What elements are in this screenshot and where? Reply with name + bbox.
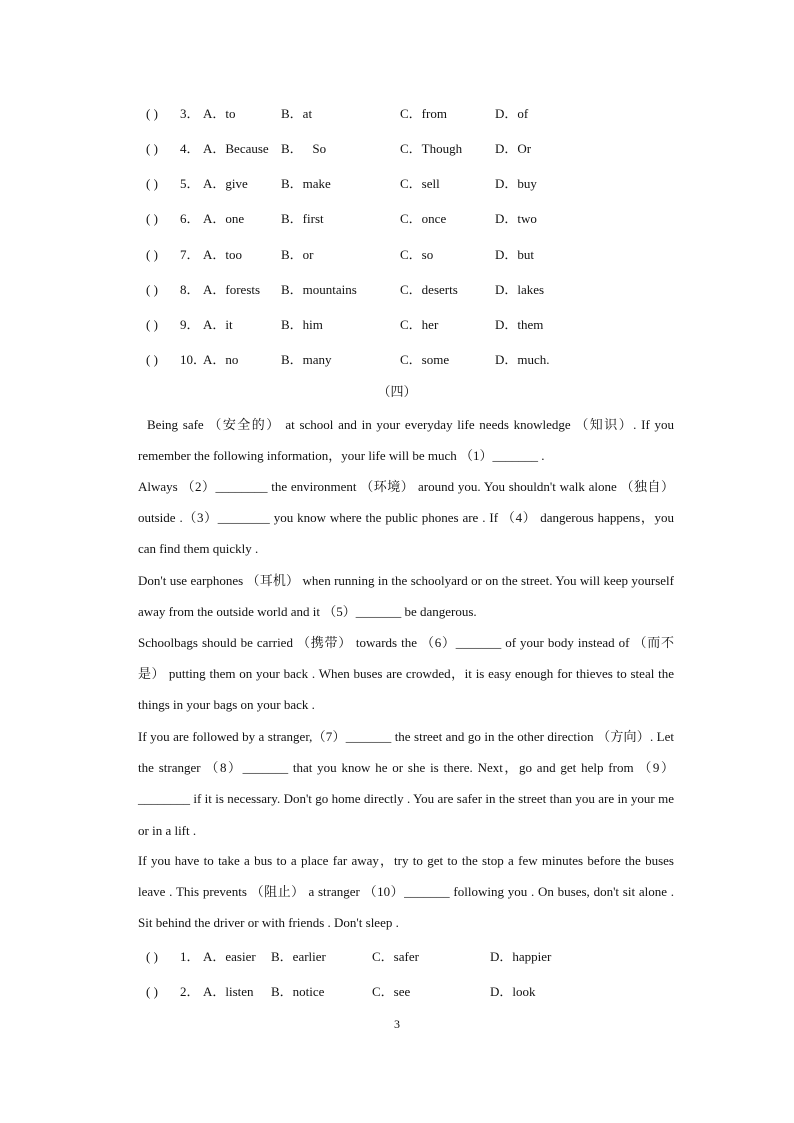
option-a: A．one	[203, 211, 245, 226]
answer-bracket: ( )	[146, 106, 158, 121]
option-b: B．mountains	[281, 282, 357, 297]
passage-text: Always （2）________ the environment （环境） around you. You shouldn't walk alone （独自） outside .（3）________ you know where the public phones are . If （4） dangerous happens，you can find them quickly .	[138, 479, 674, 557]
option-a: A．to	[203, 106, 236, 121]
passage-paragraph-3	[138, 565, 674, 627]
passage-paragraph-1	[138, 409, 674, 471]
passage-paragraph-2	[138, 471, 674, 565]
passage-text: If you are followed by a stranger,（7）_______ the street and go in the other direction （方向）. Let the stranger （8）_______ that you know he or she is there. Next，go and get help from （9）________ if it is necessary. Don't go home directly . You are safer in the street than you are in your me or in a lift .	[138, 729, 674, 838]
passage-paragraph-5	[138, 721, 674, 846]
option-d: D．but	[495, 247, 535, 262]
option-b: B． So	[281, 141, 327, 156]
question-number: 2．	[180, 984, 200, 999]
option-b: B．make	[281, 176, 331, 191]
option-a: A．listen	[203, 984, 254, 999]
option-c: C．from	[400, 106, 447, 121]
answer-bracket: ( )	[146, 247, 158, 262]
question-number: 4．	[180, 141, 200, 156]
option-c: C．safer	[372, 949, 419, 964]
option-d: D．buy	[495, 176, 537, 191]
option-b: B．him	[281, 317, 323, 332]
option-a: A．forests	[203, 282, 261, 297]
option-c: C．once	[400, 211, 447, 226]
question-number: 1．	[180, 949, 200, 964]
option-c: C．sell	[400, 176, 440, 191]
option-c: C．see	[372, 984, 411, 999]
option-b: B．many	[281, 352, 332, 367]
option-c: C．deserts	[400, 282, 458, 297]
answer-bracket: ( )	[146, 317, 158, 332]
option-b: B．notice	[271, 984, 325, 999]
answer-bracket: ( )	[146, 211, 158, 226]
option-a: A．too	[203, 247, 243, 262]
answer-bracket: ( )	[146, 176, 158, 191]
option-d: D．of	[495, 106, 529, 121]
option-d: D．much.	[495, 352, 550, 367]
answer-bracket: ( )	[146, 949, 158, 964]
option-a: A．easier	[203, 949, 256, 964]
option-a: A．no	[203, 352, 239, 367]
section-title: （四）	[377, 384, 417, 399]
option-d: D．look	[490, 984, 536, 999]
question-number: 8．	[180, 282, 200, 297]
answer-bracket: ( )	[146, 984, 158, 999]
option-c: C．her	[400, 317, 439, 332]
option-d: D．two	[495, 211, 537, 226]
option-c: C．so	[400, 247, 434, 262]
question-number: 5．	[180, 176, 200, 191]
question-number: 9．	[180, 317, 200, 332]
passage-text: If you have to take a bus to a place far away，try to get to the stop a few minutes before the buses leave . This prevents （阻止） a stranger （10）_______ following you . On buses, don't sit alone . Sit behind the driver or with friends . Don't sleep .	[138, 853, 674, 931]
page-number: 3	[394, 1017, 400, 1031]
option-d: D．them	[495, 317, 544, 332]
option-c: C．Though	[400, 141, 463, 156]
option-b: B．earlier	[271, 949, 326, 964]
question-number: 10．	[180, 352, 207, 367]
option-d: D．lakes	[495, 282, 545, 297]
answer-bracket: ( )	[146, 282, 158, 297]
option-d: D．happier	[490, 949, 552, 964]
option-c: C．some	[400, 352, 450, 367]
option-d: D．Or	[495, 141, 532, 156]
answer-bracket: ( )	[146, 141, 158, 156]
option-b: B．at	[281, 106, 313, 121]
passage-text: Being safe （安全的） at school and in your everyday life needs knowledge （知识）. If you remember the following information，your life will be much （1）_______ .	[138, 417, 674, 464]
question-number: 7．	[180, 247, 200, 262]
passage-paragraph-6	[138, 845, 674, 939]
option-a: A．Because	[203, 141, 269, 156]
question-number: 3．	[180, 106, 200, 121]
option-a: A．give	[203, 176, 248, 191]
option-b: B．or	[281, 247, 314, 262]
answer-bracket: ( )	[146, 352, 158, 367]
question-number: 6．	[180, 211, 200, 226]
option-a: A．it	[203, 317, 233, 332]
passage-paragraph-4	[138, 627, 674, 721]
option-b: B．first	[281, 211, 324, 226]
passage-text: Don't use earphones （耳机） when running in the schoolyard or on the street. You will keep yourself away from the outside world and it （5）_______ be dangerous.	[138, 573, 674, 620]
passage-text: Schoolbags should be carried （携带） towards the （6）_______ of your body instead of （而不是） putting them on your back . When buses are crowded，it is easy enough for thieves to steal the things in your bags on your back .	[138, 635, 674, 713]
